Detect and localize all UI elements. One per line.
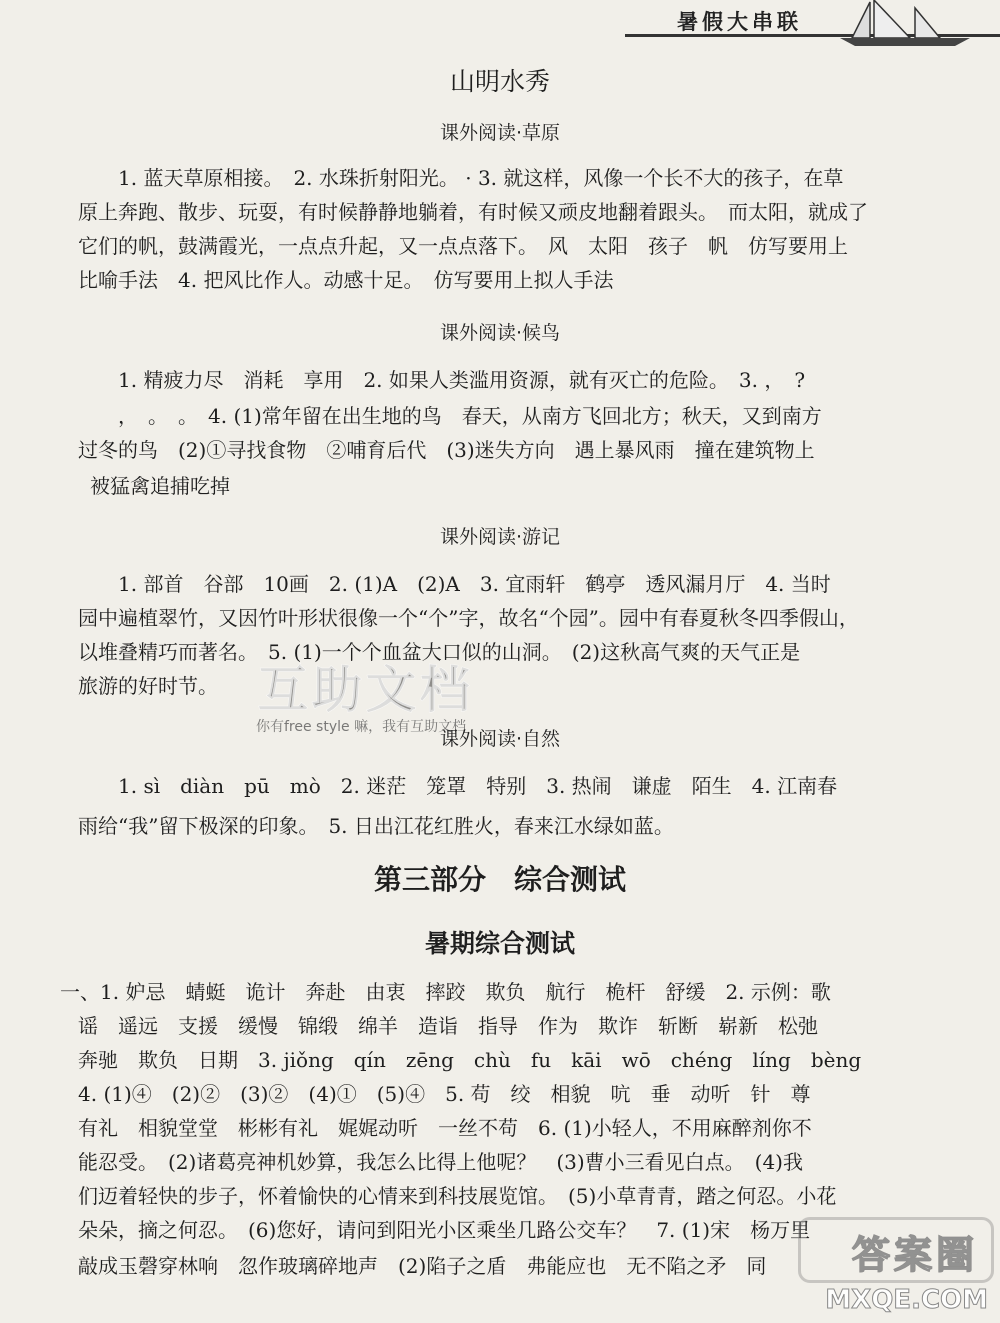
corner-logo-text: 答案圈 [851, 1233, 978, 1277]
text-line: ， 。 。 4. (1)常年留在出生地的鸟 春天，从南方飞回北方；秋天，又到南方 [118, 404, 822, 428]
text-line: 原上奔跑、散步、玩耍，有时候静静地躺着，有时候又顽皮地翻着跟头。 而太阳，就成了 [78, 200, 868, 224]
text-line: 园中遍植翠竹，又因竹叶形状很像一个“个”字，故名“个园”。园中有春夏秋冬四季假山， [78, 606, 859, 630]
text-line: 一、1. 妒忌 蜻蜓 诡计 奔赴 由衷 摔跤 欺负 航行 桅杆 舒缓 2. 示例：歌 [60, 980, 831, 1004]
section-title-migratory-birds: 课外阅读·候鸟 [439, 322, 561, 344]
book-title: 暑假大串联 [677, 9, 802, 34]
section-title-grassland: 课外阅读·草原 [439, 122, 561, 144]
text-line: 们迈着轻快的步子，怀着愉快的心情来到科技展览馆。 (5)小草青青，踏之何忍。小花 [78, 1184, 837, 1208]
test-title: 暑期综合测试 [424, 929, 575, 958]
text-line: 比喻手法 4. 把风比作人。动感十足。 仿写要用上拟人手法 [78, 268, 614, 292]
text-line: 能忍受。 (2)诸葛亮神机妙算，我怎么比得上他呢？ (3)曹小三看见白点。 (4)我 [78, 1150, 803, 1174]
text-line: 有礼 相貌堂堂 彬彬有礼 娓娓动听 一丝不苟 6. (1)小轻人，不用麻醉剂你不 [78, 1116, 812, 1140]
watermark-text: 互助文档 [258, 661, 474, 719]
text-line: 被猛禽追捕吃掉 [90, 474, 230, 498]
corner-logo [790, 1213, 1000, 1323]
text-line: 1. 精疲力尽 消耗 享用 2. 如果人类滥用资源，就有灭亡的危险。 3. ， ? [118, 368, 806, 392]
text-line: 雨给“我”留下极深的印象。 5. 日出江花红胜火，春来江水绿如蓝。 [78, 814, 674, 838]
section-title-nature: 课外阅读·自然 [439, 728, 561, 750]
section-title-travel-notes: 课外阅读·游记 [439, 526, 561, 548]
text-line: 奔驰 欺负 日期 3. jiǒng qín zēng chù fu kāi wō chéng líng bèng [78, 1048, 862, 1072]
text-line: 以堆叠精巧而著名。 5. (1)一个个血盆大口似的山洞。 (2)这秋高气爽的天气正是 [78, 640, 801, 664]
text-line: 过冬的鸟 (2)①寻找食物 ②哺育后代 (3)迷失方向 遇上暴风雨 撞在建筑物上 [78, 438, 815, 462]
text-line: 敲成玉磬穿林响 忽作玻璃碎地声 (2)陷子之盾 弗能应也 无不陷之矛 同 [78, 1254, 767, 1278]
corner-logo-url: MXQE.COM [825, 1285, 988, 1315]
header-banner [630, 0, 1000, 46]
watermark-subtext: 你有free style 嘛，我有互助文档 [256, 719, 467, 735]
text-line: 谣 遥远 支援 缓慢 锦缎 绵羊 造诣 指导 作为 欺诈 斩断 崭新 松弛 [78, 1014, 818, 1038]
sailboat-icon [830, 0, 980, 46]
text-line: 1. 部首 谷部 10画 2. (1)A (2)A 3. 宜雨轩 鹤亭 透风漏月厅 4. 当时 [118, 572, 831, 596]
part-title: 第三部分 综合测试 [373, 863, 626, 896]
unit-title: 山明水秀 [449, 67, 550, 96]
text-line: 朵朵，摘之何忍。 (6)您好，请问到阳光小区乘坐几路公交车？ 7. (1)宋 杨万里 [78, 1218, 811, 1242]
text-line: 1. sì diàn pū mò 2. 迷茫 笼罩 特别 3. 热闹 谦虚 陌生 4. 江南春 [118, 774, 838, 798]
text-line: 旅游的好时节。 [78, 674, 218, 698]
text-line: 它们的帆，鼓满霞光，一点点升起，又一点点落下。 风 太阳 孩子 帆 仿写要用上 [78, 234, 848, 258]
text-line: 4. (1)④ (2)② (3)② (4)① (5)④ 5. 苟 绞 相貌 吭 垂 动听 针 尊 [78, 1082, 811, 1106]
text-line: 1. 蓝天草原相接。 2. 水珠折射阳光。 · 3. 就这样，风像一个长不大的孩子，在草 [118, 166, 844, 190]
